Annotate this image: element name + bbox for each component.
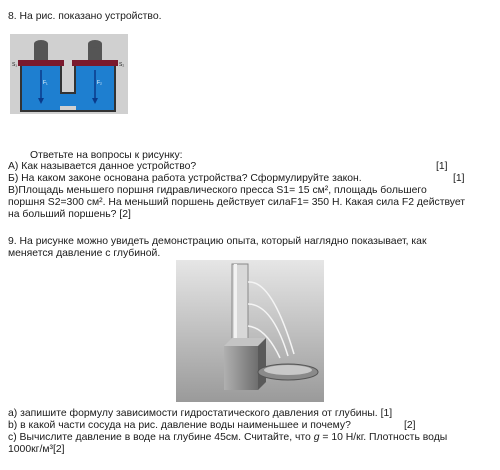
hydraulic-press-figure: [10, 34, 128, 114]
q8-question-b-mark: [1]: [453, 173, 465, 184]
pipe-top-wall: [60, 92, 76, 94]
right-rod-cap: [88, 40, 102, 48]
q8-question-a: А) Как называется данное устройство?: [8, 161, 197, 172]
left-rod-cap: [34, 40, 48, 48]
dish-water: [264, 365, 312, 375]
q8-question-a-mark: [1]: [436, 161, 448, 172]
q8-question-c-line1: В)Площадь меньшего поршня гидравлического пресса S1= 15 см², площадь большего: [8, 185, 427, 196]
bottom-wall: [20, 110, 116, 112]
connecting-pipe: [60, 94, 76, 106]
question-8-title: 8. На рис. показано устройство.: [8, 11, 162, 22]
label-f1: F₁: [43, 80, 48, 86]
q8-question-b: Б) На каком законе основана работа устройства? Сформулируйте закон.: [8, 173, 362, 184]
q8-intro: Ответьте на вопросы к рисунку:: [30, 150, 183, 161]
q9-question-b-mark: [2]: [404, 420, 416, 431]
question-9-title-line1: 9. На рисунке можно увидеть демонстрацию опыта, который наглядно показывает, как: [8, 236, 427, 247]
left-piston: [18, 60, 64, 66]
label-s2: S₂: [119, 62, 125, 68]
right-piston: [72, 60, 118, 66]
label-s1: S₁: [12, 62, 18, 68]
q9-question-c-line1: [8, 432, 447, 444]
block-side: [258, 338, 266, 390]
tube-highlight: [234, 264, 237, 348]
q8-question-c-line2: поршня S2=300 см². На меньший поршень действует силаF1= 350 Н. Какая сила F2 действует: [8, 197, 466, 208]
left-wall-outer: [20, 60, 22, 112]
hydraulic-press-diagram: [10, 34, 128, 114]
q9-question-c-symbol-g: g: [313, 432, 320, 443]
q9-question-c-line2: 1000кг/м³[2]: [8, 444, 65, 455]
q8-question-c-line3: на больший поршень? [2]: [8, 209, 131, 220]
pressure-experiment-illustration: [176, 260, 324, 402]
q9-question-c-text-b: = 10 Н/кг. Плотность воды: [319, 432, 448, 443]
pressure-experiment-photo: [176, 260, 324, 402]
question-9-title-line2: меняется давление с глубиной.: [8, 248, 161, 259]
label-f2: F₂: [97, 80, 102, 86]
q9-question-a: а) запишите формулу зависимости гидростатического давления от глубины. [1]: [8, 408, 393, 419]
q9-question-c-text-a: с) Вычислите давление в воде на глубине 45см. Считайте, что: [8, 432, 314, 443]
block-front: [224, 346, 258, 390]
right-wall-outer: [114, 60, 116, 112]
q9-question-b: b) в какой части сосуда на рис. давление воды наименьшее и почему?: [8, 420, 351, 431]
